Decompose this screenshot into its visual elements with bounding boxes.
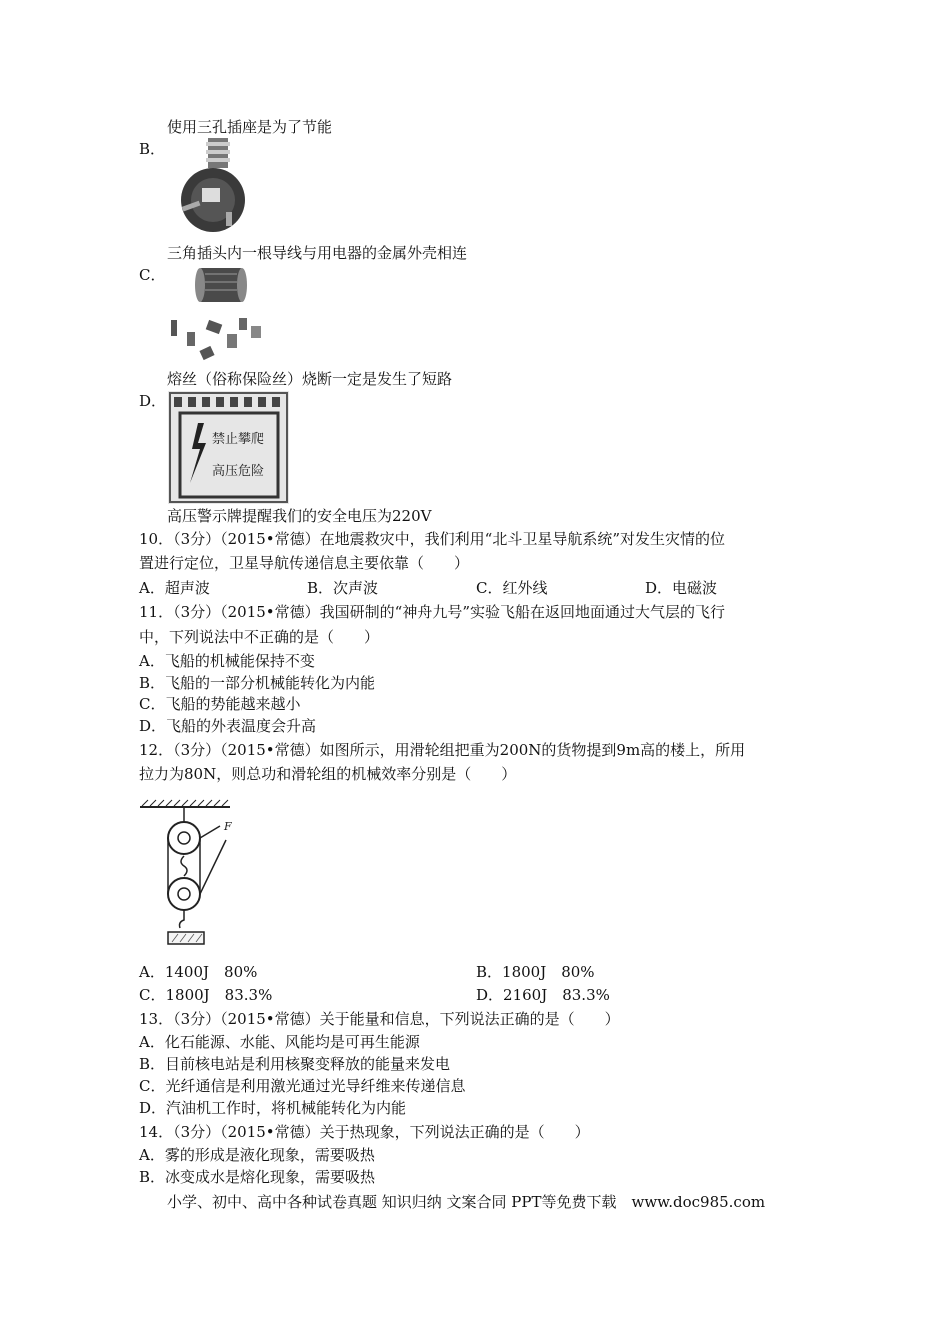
three-pin-plug-image (168, 138, 268, 238)
q11-stem-line1: 11．（3分）（2015•常德）我国研制的“神舟九号”实验飞船在返回地面通过大气层的飞行 (139, 603, 725, 621)
sign-text-high-voltage: 高压危险 (212, 464, 265, 479)
sign-text-no-climbing: 禁止攀爬 (212, 432, 265, 447)
fuse-wire-image (165, 262, 270, 366)
q13-option-d: D．汽油机工作时，将机械能转化为内能 (139, 1099, 407, 1117)
page-footer: 小学、初中、高中各种试卷真题 知识归纳 文案合同 PPT等免费下载 www.doc985.com (167, 1193, 766, 1211)
q9-option-b-label: B． (139, 140, 166, 158)
q12-option-b: B．1800J 80% (476, 963, 595, 981)
q10-stem-line2: 置进行定位，卫星导航传递信息主要依靠（ ） (139, 554, 470, 572)
q11-option-b: B．飞船的一部分机械能转化为内能 (139, 674, 376, 692)
q11-stem-line2: 中，下列说法中不正确的是（ ） (139, 628, 380, 646)
q12-option-d: D．2160J 83.3% (476, 986, 610, 1004)
q9-option-d-text: 高压警示牌提醒我们的安全电压为220V (167, 507, 432, 525)
q13-option-b: B．目前核电站是利用核聚变释放的能量来发电 (139, 1055, 451, 1073)
q9-option-d-label: D． (139, 392, 167, 410)
q12-stem-line1: 12．（3分）（2015•常德）如图所示，用滑轮组把重为200N的货物提到9m高的楼上，所用 (139, 741, 746, 759)
q12-option-c: C．1800J 83.3% (139, 986, 273, 1004)
q10-option-b: B．次声波 (307, 579, 379, 597)
q13-option-c: C．光纤通信是利用激光通过光导纤维来传递信息 (139, 1077, 466, 1095)
q11-option-a: A．飞船的机械能保持不变 (139, 652, 315, 670)
q10-stem-line1: 10．（3分）（2015•常德）在地震救灾中，我们利用“北斗卫星导航系统”对发生灾情的位 (139, 530, 725, 548)
high-voltage-warning-sign-image (168, 391, 289, 504)
q13-stem: 13．（3分）（2015•常德）关于能量和信息，下列说法正确的是（ ） (139, 1010, 620, 1028)
q9-option-c-label: C． (139, 266, 166, 284)
q12-stem-line2: 拉力为80N，则总功和滑轮组的机械效率分别是（ ） (139, 765, 517, 783)
pulley-system-diagram (138, 796, 238, 950)
force-label-f: F (224, 820, 232, 833)
q12-option-a: A．1400J 80% (139, 963, 258, 981)
q9-option-c-text: 熔丝（俗称保险丝）烧断一定是发生了短路 (167, 370, 453, 388)
q13-option-a: A．化石能源、水能、风能均是可再生能源 (139, 1033, 420, 1051)
q10-option-c: C．红外线 (476, 579, 548, 597)
q10-option-a: A．超声波 (139, 579, 210, 597)
q11-option-d: D．飞船的外表温度会升高 (139, 717, 317, 735)
q10-option-d: D．电磁波 (645, 579, 718, 597)
q14-stem: 14．（3分）（2015•常德）关于热现象，下列说法正确的是（ ） (139, 1123, 590, 1141)
q9-option-b-text: 三角插头内一根导线与用电器的金属外壳相连 (167, 244, 468, 262)
q14-option-a: A．雾的形成是液化现象，需要吸热 (139, 1146, 375, 1164)
q9-option-a-text: 使用三孔插座是为了节能 (167, 118, 333, 136)
q14-option-b: B．冰变成水是熔化现象，需要吸热 (139, 1168, 376, 1186)
q11-option-c: C．飞船的势能越来越小 (139, 695, 301, 713)
